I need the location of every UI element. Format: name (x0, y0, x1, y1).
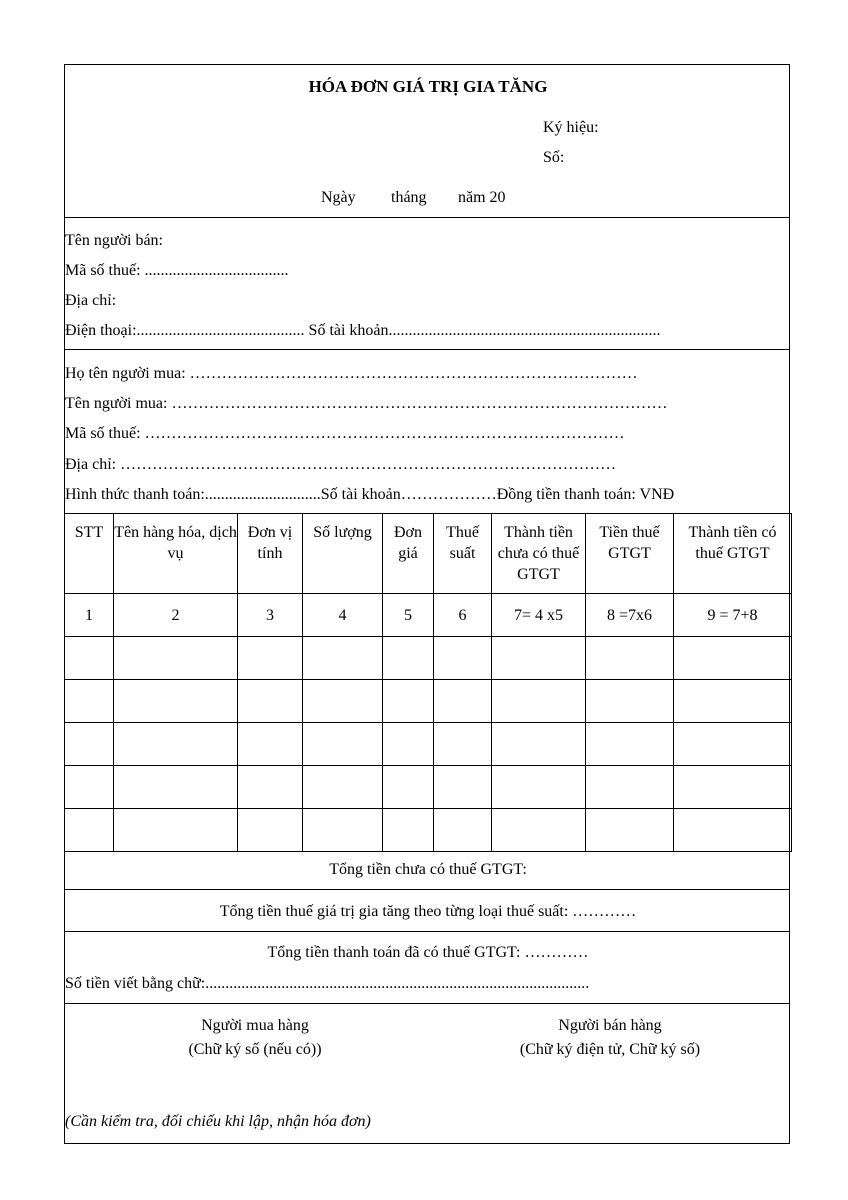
table-cell (383, 637, 434, 680)
table-cell (674, 766, 792, 809)
table-cell (492, 723, 586, 766)
footer-note: (Cần kiểm tra, đối chiếu khi lập, nhận hóa đơn) (65, 1113, 371, 1130)
column-header-amount-with-tax: Thành tiền có thuế GTGT (674, 514, 792, 594)
invoice-form (64, 64, 790, 1144)
table-cell (303, 680, 383, 723)
number-label: Số: (543, 149, 565, 166)
table-cell (65, 723, 114, 766)
date-day-label: Ngày (321, 189, 356, 206)
table-row (65, 723, 792, 766)
amount-in-words-field: Số tiền viết bằng chữ:................................................................................................ (65, 975, 590, 992)
table-cell (114, 809, 238, 852)
table-cell (65, 680, 114, 723)
table-cell (586, 723, 674, 766)
table-cell (303, 809, 383, 852)
table-cell (238, 637, 303, 680)
table-cell: 1 (65, 594, 114, 637)
table-cell (492, 809, 586, 852)
date-year-label: năm 20 (458, 189, 506, 206)
table-cell (65, 766, 114, 809)
table-cell: 9 = 7+8 (674, 594, 792, 637)
table-cell (586, 809, 674, 852)
table-cell (492, 637, 586, 680)
table-cell (65, 809, 114, 852)
table-cell (674, 637, 792, 680)
payment-method-field: Hình thức thanh toán:.............................Số tài khoản………………Đồng tiền thanh toán: VNĐ (65, 486, 675, 503)
table-row (65, 680, 792, 723)
seller-signature-title: Người bán hàng (558, 1017, 662, 1034)
table-cell: 4 (303, 594, 383, 637)
table-cell (303, 723, 383, 766)
buyer-signature-note: (Chữ ký số (nếu có)) (188, 1041, 322, 1058)
table-cell (434, 723, 492, 766)
table-cell (114, 766, 238, 809)
table-cell: 3 (238, 594, 303, 637)
table-cell (383, 809, 434, 852)
divider (65, 217, 789, 218)
table-cell: 7= 4 x5 (492, 594, 586, 637)
table-cell (383, 766, 434, 809)
divider (65, 889, 789, 890)
table-cell (586, 680, 674, 723)
table-cell (114, 637, 238, 680)
table-cell (434, 766, 492, 809)
table-cell (674, 809, 792, 852)
buyer-signature-title: Người mua hàng (201, 1017, 309, 1034)
table-cell (586, 637, 674, 680)
divider (65, 1003, 789, 1004)
table-row (65, 766, 792, 809)
table-cell: 6 (434, 594, 492, 637)
table-cell (383, 680, 434, 723)
vat-by-rate-field: Tổng tiền thuế giá trị gia tăng theo từng loại thuế suất: ………… (219, 903, 637, 920)
buyer-tax-code-field: Mã số thuế: ……………………………………………………………………………… (65, 425, 625, 442)
grand-total-field: Tổng tiền thanh toán đã có thuế GTGT: ………… (267, 944, 589, 961)
table-row (65, 809, 792, 852)
column-header-stt: STT (65, 514, 114, 594)
buyer-full-name-field: Họ tên người mua: ………………………………………………………………………… (65, 365, 638, 382)
seller-phone-account-field: Điện thoại:.......................................... Số tài khoản.................................................................... (65, 322, 661, 339)
table-cell (674, 723, 792, 766)
buyer-name-field: Tên người mua: ………………………………………………………………………………… (65, 395, 668, 412)
table-cell (492, 680, 586, 723)
column-header-unit-price: Đơn giá (383, 514, 434, 594)
table-cell (114, 680, 238, 723)
table-cell (238, 766, 303, 809)
column-header-unit: Đơn vị tính (238, 514, 303, 594)
subtotal-field: Tổng tiền chưa có thuế GTGT: (329, 861, 527, 878)
column-header-amount-before-tax: Thành tiền chưa có thuế GTGT (492, 514, 586, 594)
table-cell (674, 680, 792, 723)
seller-name-field: Tên người bán: (65, 232, 163, 249)
seller-tax-code-field: Mã số thuế: .................................... (65, 262, 289, 279)
table-cell (492, 766, 586, 809)
invoice-title: HÓA ĐƠN GIÁ TRỊ GIA TĂNG (308, 77, 548, 96)
seller-signature-note: (Chữ ký điện tử, Chữ ký số) (519, 1041, 701, 1058)
column-header-vat-amount: Tiền thuế GTGT (586, 514, 674, 594)
table-cell (586, 766, 674, 809)
table-cell: 2 (114, 594, 238, 637)
divider (65, 931, 789, 932)
seller-address-field: Địa chỉ: (65, 292, 117, 309)
column-header-item-name: Tên hàng hóa, dịch vụ (114, 514, 238, 594)
symbol-label: Ký hiệu: (543, 119, 599, 136)
table-cell (238, 723, 303, 766)
table-cell (434, 809, 492, 852)
table-cell (65, 637, 114, 680)
table-cell (303, 637, 383, 680)
table-cell (303, 766, 383, 809)
column-header-tax-rate: Thuế suất (434, 514, 492, 594)
table-cell (238, 809, 303, 852)
table-header-row (65, 514, 792, 594)
table-cell: 5 (383, 594, 434, 637)
divider (65, 349, 789, 350)
table-cell (434, 680, 492, 723)
table-cell: 8 =7x6 (586, 594, 674, 637)
table-cell (434, 637, 492, 680)
items-table (64, 513, 792, 852)
table-index-row (65, 594, 792, 637)
buyer-address-field: Địa chỉ: ………………………………………………………………………………… (65, 456, 617, 473)
table-cell (383, 723, 434, 766)
table-row (65, 637, 792, 680)
table-cell (114, 723, 238, 766)
table-cell (238, 680, 303, 723)
date-month-label: tháng (391, 189, 427, 206)
column-header-quantity: Số lượng (303, 514, 383, 594)
